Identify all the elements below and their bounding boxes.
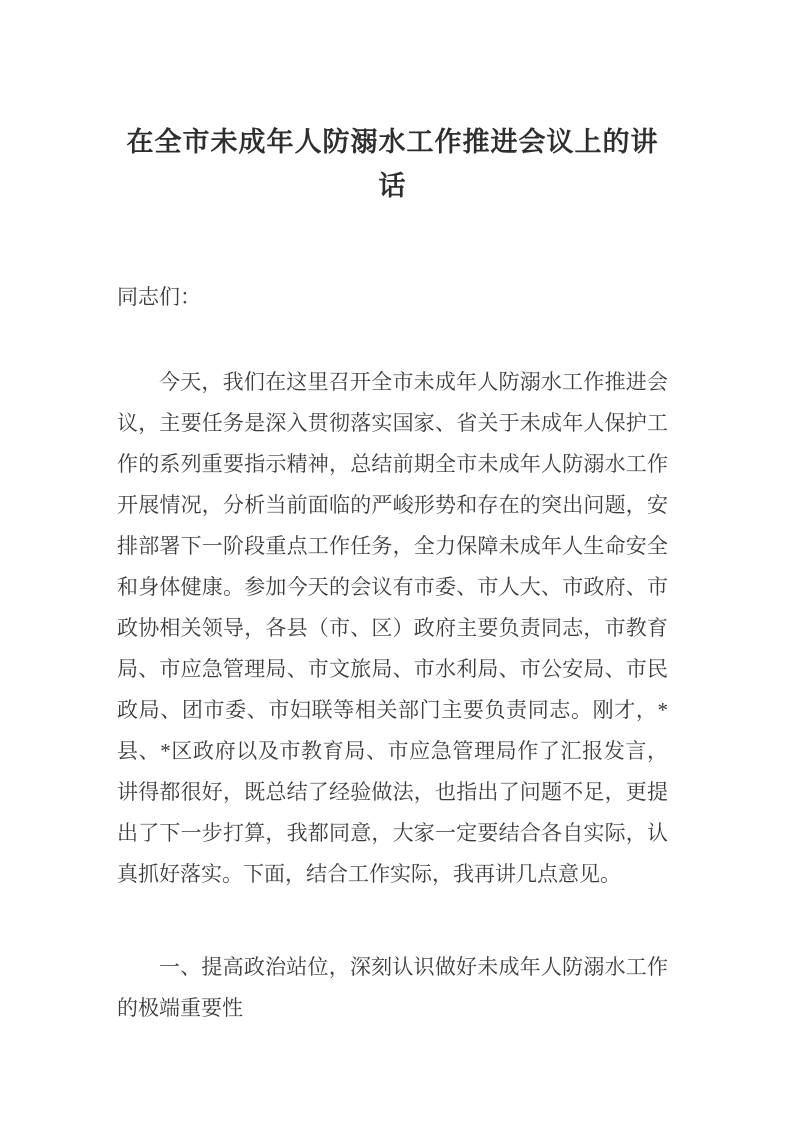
section-heading-1: 一、提高政治站位，深刻认识做好未成年人防溺水工作的极端重要性 [117, 955, 668, 1020]
document-content [117, 0, 668, 1029]
document-title: 在全市未成年人防溺水工作推进会议上的讲话 [126, 127, 659, 201]
salutation-line: 同志们： [117, 285, 201, 309]
body-paragraph: 今天，我们在这里召开全市未成年人防溺水工作推进会议，主要任务是深入贯彻落实国家、省关于未成年人保护工作的系列重要指示精神，总结前期全市未成年人防溺水工作开展情况，分析当前面临的严峻形势和存在的突出问题，安排部署下一阶段重点工作任务，全力保障未成年人生命安全和身体健康。参加今天的会议有市委、市人大、市政府、市政协相关领导，各县（市、区）政府主要负责同志，市教育局、市应急管理局、市文旅局、市水利局、市公安局、市民政局、团市委、市妇联等相关部门主要负责同志。刚才，*县、*区政府以及市教育局、市应急管理局作了汇报发言，讲得都很好，既总结了经验做法，也指出了问题不足，更提出了下一步打算，我都同意，大家一定要结合各自实际，认真抓好落实。下面，结合工作实际，我再讲几点意见。 [117, 370, 668, 886]
